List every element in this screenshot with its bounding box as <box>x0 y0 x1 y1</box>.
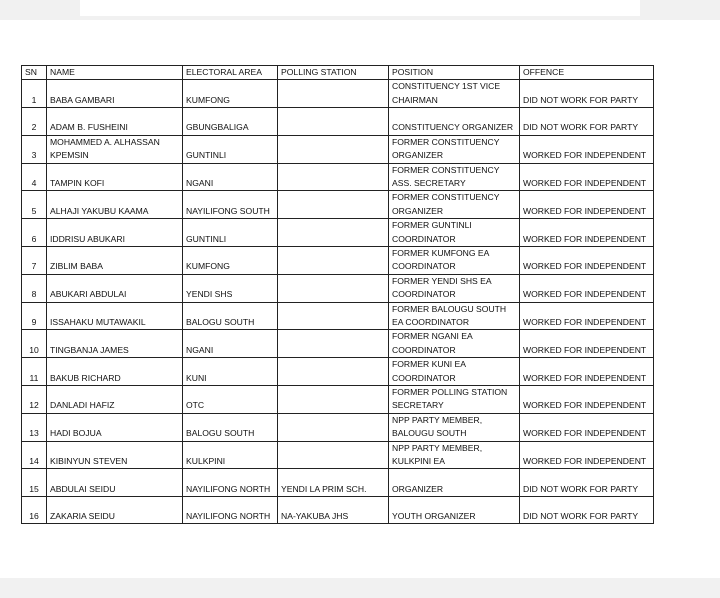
cell-polling-station <box>278 386 389 414</box>
cell-offence: WORKED FOR INDEPENDENT <box>520 413 654 441</box>
cell-position: FORMER CONSTITUENCY ORGANIZER <box>389 135 520 163</box>
document-page <box>0 20 720 578</box>
cell-sn: 8 <box>22 274 47 302</box>
cell-polling-station <box>278 302 389 330</box>
cell-polling-station <box>278 108 389 136</box>
cell-electoral-area: KULKPINI <box>183 441 278 469</box>
cell-name: ABDULAI SEIDU <box>47 469 183 497</box>
cell-position: FORMER YENDI SHS EA COORDINATOR <box>389 274 520 302</box>
cell-offence: WORKED FOR INDEPENDENT <box>520 358 654 386</box>
table-row <box>22 330 654 358</box>
cell-electoral-area: NAYILIFONG SOUTH <box>183 191 278 219</box>
table-row <box>22 413 654 441</box>
cell-name: ADAM B. FUSHEINI <box>47 108 183 136</box>
cell-polling-station: YENDI LA PRIM SCH. <box>278 469 389 497</box>
cell-name: MOHAMMED A. ALHASSAN KPEMSIN <box>47 135 183 163</box>
cell-sn: 14 <box>22 441 47 469</box>
cell-electoral-area: BALOGU SOUTH <box>183 413 278 441</box>
table-row <box>22 496 654 524</box>
cell-electoral-area: GBUNGBALIGA <box>183 108 278 136</box>
cell-polling-station <box>278 413 389 441</box>
cell-electoral-area: NGANI <box>183 163 278 191</box>
cell-electoral-area: KUMFONG <box>183 246 278 274</box>
cell-sn: 6 <box>22 219 47 247</box>
cell-position: CONSTITUENCY ORGANIZER <box>389 108 520 136</box>
cell-sn: 15 <box>22 469 47 497</box>
cell-sn: 12 <box>22 386 47 414</box>
cell-sn: 2 <box>22 108 47 136</box>
cell-position: FORMER CONSTITUENCY ASS. SECRETARY <box>389 163 520 191</box>
cell-offence: WORKED FOR INDEPENDENT <box>520 386 654 414</box>
cell-position: FORMER GUNTINLI COORDINATOR <box>389 219 520 247</box>
header-electoral-area: ELECTORAL AREA <box>183 66 278 80</box>
cell-polling-station <box>278 219 389 247</box>
cell-electoral-area: GUNTINLI <box>183 135 278 163</box>
cell-sn: 16 <box>22 496 47 524</box>
cell-polling-station: NA-YAKUBA JHS <box>278 496 389 524</box>
cell-electoral-area: OTC <box>183 386 278 414</box>
header-name: NAME <box>47 66 183 80</box>
cell-offence: DID NOT WORK FOR PARTY <box>520 469 654 497</box>
table-row <box>22 441 654 469</box>
cell-electoral-area: BALOGU SOUTH <box>183 302 278 330</box>
table-row <box>22 108 654 136</box>
table-header-row <box>22 66 654 80</box>
cell-offence: WORKED FOR INDEPENDENT <box>520 191 654 219</box>
cell-offence: WORKED FOR INDEPENDENT <box>520 330 654 358</box>
cell-electoral-area: GUNTINLI <box>183 219 278 247</box>
cell-name: DANLADI HAFIZ <box>47 386 183 414</box>
cell-name: ZIBLIM BABA <box>47 246 183 274</box>
cell-polling-station <box>278 330 389 358</box>
offence-table <box>21 65 654 524</box>
cell-name: TAMPIN KOFI <box>47 163 183 191</box>
cell-polling-station <box>278 441 389 469</box>
cell-sn: 3 <box>22 135 47 163</box>
table-row <box>22 302 654 330</box>
table-row <box>22 469 654 497</box>
cell-position: FORMER BALOUGU SOUTH EA COORDINATOR <box>389 302 520 330</box>
cell-sn: 13 <box>22 413 47 441</box>
cell-position: YOUTH ORGANIZER <box>389 496 520 524</box>
cell-sn: 1 <box>22 80 47 108</box>
cell-sn: 7 <box>22 246 47 274</box>
cell-name: ALHAJI YAKUBU KAAMA <box>47 191 183 219</box>
cell-offence: WORKED FOR INDEPENDENT <box>520 302 654 330</box>
cell-name: HADI BOJUA <box>47 413 183 441</box>
cell-name: IDDRISU ABUKARI <box>47 219 183 247</box>
top-page-edge <box>80 0 640 16</box>
cell-electoral-area: NAYILIFONG NORTH <box>183 469 278 497</box>
table-row <box>22 163 654 191</box>
table-row <box>22 135 654 163</box>
cell-name: TINGBANJA JAMES <box>47 330 183 358</box>
cell-sn: 11 <box>22 358 47 386</box>
cell-position: FORMER NGANI EA COORDINATOR <box>389 330 520 358</box>
cell-electoral-area: YENDI SHS <box>183 274 278 302</box>
cell-position: NPP PARTY MEMBER, BALOUGU SOUTH <box>389 413 520 441</box>
header-position: POSITION <box>389 66 520 80</box>
table-body <box>22 80 654 524</box>
cell-position: CONSTITUENCY 1ST VICE CHAIRMAN <box>389 80 520 108</box>
table-row <box>22 386 654 414</box>
cell-electoral-area: KUMFONG <box>183 80 278 108</box>
cell-name: ZAKARIA SEIDU <box>47 496 183 524</box>
cell-offence: DID NOT WORK FOR PARTY <box>520 108 654 136</box>
cell-offence: DID NOT WORK FOR PARTY <box>520 496 654 524</box>
cell-offence: WORKED FOR INDEPENDENT <box>520 246 654 274</box>
cell-position: FORMER KUMFONG EA COORDINATOR <box>389 246 520 274</box>
cell-name: BABA GAMBARI <box>47 80 183 108</box>
cell-sn: 10 <box>22 330 47 358</box>
cell-polling-station <box>278 246 389 274</box>
cell-polling-station <box>278 135 389 163</box>
cell-position: FORMER POLLING STATION SECRETARY <box>389 386 520 414</box>
table-row <box>22 80 654 108</box>
cell-offence: DID NOT WORK FOR PARTY <box>520 80 654 108</box>
cell-polling-station <box>278 163 389 191</box>
cell-name: KIBINYUN STEVEN <box>47 441 183 469</box>
table-row <box>22 191 654 219</box>
cell-name: ABUKARI ABDULAI <box>47 274 183 302</box>
table-row <box>22 274 654 302</box>
cell-position: FORMER CONSTITUENCY ORGANIZER <box>389 191 520 219</box>
cell-sn: 5 <box>22 191 47 219</box>
table-row <box>22 219 654 247</box>
cell-name: ISSAHAKU MUTAWAKIL <box>47 302 183 330</box>
cell-offence: WORKED FOR INDEPENDENT <box>520 274 654 302</box>
cell-electoral-area: KUNI <box>183 358 278 386</box>
cell-position: NPP PARTY MEMBER, KULKPINI EA <box>389 441 520 469</box>
cell-offence: WORKED FOR INDEPENDENT <box>520 441 654 469</box>
cell-polling-station <box>278 80 389 108</box>
header-polling-station: POLLING STATION <box>278 66 389 80</box>
cell-offence: WORKED FOR INDEPENDENT <box>520 219 654 247</box>
cell-offence: WORKED FOR INDEPENDENT <box>520 135 654 163</box>
cell-sn: 4 <box>22 163 47 191</box>
table-row <box>22 246 654 274</box>
cell-polling-station <box>278 191 389 219</box>
cell-position: FORMER KUNI EA COORDINATOR <box>389 358 520 386</box>
cell-polling-station <box>278 358 389 386</box>
cell-position: ORGANIZER <box>389 469 520 497</box>
table-row <box>22 358 654 386</box>
cell-sn: 9 <box>22 302 47 330</box>
header-offence: OFFENCE <box>520 66 654 80</box>
cell-polling-station <box>278 274 389 302</box>
cell-electoral-area: NGANI <box>183 330 278 358</box>
cell-offence: WORKED FOR INDEPENDENT <box>520 163 654 191</box>
cell-electoral-area: NAYILIFONG NORTH <box>183 496 278 524</box>
header-sn: SN <box>22 66 47 80</box>
cell-name: BAKUB RICHARD <box>47 358 183 386</box>
